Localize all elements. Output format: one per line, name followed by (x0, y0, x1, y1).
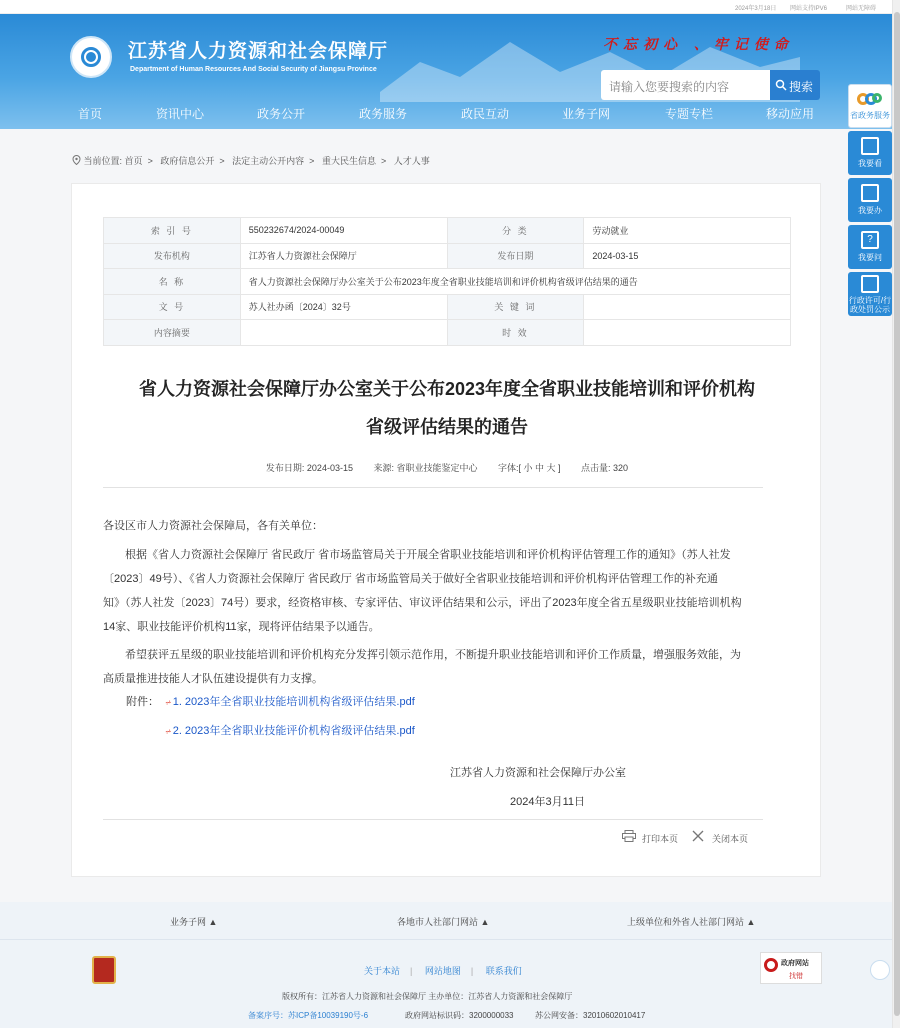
attachment-label: 附件： (126, 696, 159, 708)
article-body (103, 514, 763, 691)
monitor-icon (861, 184, 879, 202)
scrollbar-thumb[interactable] (894, 12, 900, 1016)
search-input[interactable]: 请输入您要搜索的内容 (601, 70, 771, 100)
close-label: 关闭本页 (712, 834, 749, 844)
signature-date: 2024年3月11日 (510, 796, 586, 808)
float-label: 我要问 (858, 253, 882, 262)
paragraph-line: 希望获评五星级的职业技能培训和评价机构充分发挥引领示范作用，不断提升职业技能培训和评价工作质量，增强服务效能，为 (125, 649, 741, 661)
paragraph-line: 〔2023〕49号）、《省人力资源社会保障厅 省民政厅 省市场监管局关于做好全省职业技能培训和评价机构评估管理工作的补充通 (103, 573, 718, 585)
publish-date: 发布日期: 2024-03-15 (265, 463, 353, 473)
float-permits[interactable] (848, 272, 892, 316)
search-button-label: 搜索 (789, 80, 814, 94)
float-handle[interactable] (848, 178, 892, 222)
breadcrumb-item[interactable]: 法定主动公开内容 (232, 156, 305, 166)
footer-links-bar (0, 902, 892, 940)
magnifier-icon (764, 958, 778, 972)
top-date: 2024年3月18日 (735, 6, 777, 12)
nav-home[interactable]: 首页 (77, 107, 102, 121)
pdf-icon: ⩫ (165, 727, 172, 736)
meta-label: 分 类 (447, 218, 584, 244)
close-icon (692, 830, 704, 842)
meta-label: 索 引 号 (104, 218, 241, 244)
site-footer (0, 902, 892, 1028)
copyright: 版权所有：江苏省人力资源和社会保障厅 主办单位：江苏省人力资源和社会保障厅 (282, 992, 573, 1001)
slogan: 不忘初心 、牢记使命 (603, 37, 794, 53)
top-strip (0, 0, 892, 14)
accessibility-link[interactable]: 网站无障碍 (846, 6, 877, 12)
meta-label: 发布日期 (447, 243, 584, 269)
meta-label: 时 效 (447, 320, 584, 346)
badge-text: 政府网站 (781, 960, 809, 967)
meta-value (584, 320, 791, 346)
footer-dropdown-cities[interactable]: 各地市人社部门网站 ▲ (397, 917, 490, 927)
nav-mobile[interactable]: 移动应用 (765, 107, 814, 121)
paragraph-line: 14家、职业技能评价机构11家，现将评估结果予以通告。 (103, 621, 380, 633)
paragraph-line: 知》（苏人社发〔2023〕74号）要求，经资格审核、专家评估、审议评估结果和公示，评出了2023年度全省五星级职业技能培训机构 (103, 597, 742, 609)
nav-gov-service[interactable]: 政务服务 (358, 107, 407, 121)
meta-value: 550232674/2024-00049 (240, 218, 447, 244)
meta-value (240, 320, 447, 346)
service-logo-icon (857, 90, 883, 108)
accessibility-icon[interactable] (870, 960, 890, 980)
ipv6-link[interactable]: 网站支持IPV6 (790, 6, 828, 12)
meta-label: 发布机构 (104, 243, 241, 269)
question-icon: ? (861, 231, 879, 249)
font-size-control[interactable]: 字体:[ 小 中 大 ] (498, 463, 561, 473)
breadcrumb-item[interactable]: 人才人事 (393, 156, 430, 166)
divider (103, 487, 763, 488)
attachment-link[interactable] (165, 693, 415, 709)
float-label: 省政务服务 (850, 111, 890, 120)
close-button[interactable] (712, 832, 748, 845)
print-button[interactable] (642, 832, 678, 845)
hit-count: 点击量: 320 (581, 463, 629, 473)
float-provincial-service[interactable] (848, 84, 892, 128)
title-line: 省人力资源社会保障厅办公室关于公布2023年度全省职业技能培训和评价机构 (138, 379, 756, 399)
float-label: 我要办 (858, 206, 882, 215)
about-link[interactable]: 关于本站 (364, 966, 401, 976)
site-subtitle: Department of Human Resources And Social Security of Jiangsu Province (130, 66, 377, 73)
breadcrumb: 当前位置: 首页 > 政府信息公开 > 法定主动公开内容 > 重大民生信息 > 人才人事 (72, 154, 430, 167)
float-view[interactable] (848, 131, 892, 175)
site-logo[interactable] (70, 36, 112, 78)
footer-dropdown-subnets[interactable]: 业务子网 ▲ (170, 917, 218, 927)
print-label: 打印本页 (642, 834, 679, 844)
float-label: 我要看 (858, 159, 882, 168)
nav-subnets[interactable]: 业务子网 (561, 107, 610, 121)
list-icon (861, 275, 879, 293)
document-icon (861, 137, 879, 155)
metadata-table (103, 217, 791, 346)
breadcrumb-item[interactable]: 重大民生信息 (321, 156, 376, 166)
footer-nav: 关于本站 | 网站地图 | 联系我们 (364, 966, 522, 976)
location-icon (72, 155, 81, 165)
footer-dropdown-superior[interactable]: 上级单位和外省人社部门网站 ▲ (627, 917, 756, 927)
main-nav (0, 102, 892, 129)
search-button[interactable] (770, 70, 820, 100)
nav-interaction[interactable]: 政民互动 (460, 107, 509, 121)
meta-label: 文 号 (104, 294, 241, 320)
attachment-title: 1. 2023年全省职业技能培训机构省级评估结果.pdf (172, 696, 415, 708)
nav-topics[interactable]: 专题专栏 (664, 107, 713, 121)
article-info (103, 461, 791, 474)
police-record[interactable]: 苏公网安备：32010602010417 (535, 1011, 646, 1020)
breadcrumb-item[interactable]: 首页 (124, 156, 143, 166)
meta-label: 关 键 词 (447, 294, 584, 320)
nav-gov-open[interactable]: 政务公开 (250, 105, 312, 129)
contact-link[interactable]: 联系我们 (485, 966, 522, 976)
search-icon (775, 79, 787, 91)
attachment-title: 2. 2023年全省职业技能评价机构省级评估结果.pdf (172, 725, 415, 737)
sitemap-link[interactable]: 网站地图 (424, 966, 461, 976)
float-ask[interactable] (848, 225, 892, 269)
meta-value: 苏人社办函〔2024〕32号 (240, 294, 447, 320)
meta-value: 2024-03-15 (584, 243, 791, 269)
breadcrumb-prefix: 当前位置: (83, 156, 123, 166)
float-label: 行政许可/行 (848, 296, 892, 305)
site-header (0, 14, 892, 129)
attachment-link[interactable] (165, 722, 415, 738)
source: 来源: 省职业技能鉴定中心 (373, 463, 478, 473)
meta-value: 江苏省人力资源社会保障厅 (240, 243, 447, 269)
party-emblem-icon[interactable] (92, 956, 116, 984)
scrollbar[interactable] (892, 0, 900, 1028)
meta-label: 内容摘要 (104, 320, 241, 346)
pdf-icon: ⩫ (165, 698, 172, 707)
site-id: 政府网站标识码：3200000033 (405, 1011, 514, 1020)
badge-text: 找错 (789, 973, 803, 980)
nav-news[interactable]: 资讯中心 (155, 107, 204, 121)
paragraph-line: 根据《省人力资源社会保障厅 省民政厅 省市场监管局关于开展全省职业技能培训和评价机构评估管理工作的通知》（苏人社发 (125, 549, 731, 561)
divider (103, 819, 763, 820)
float-label-2: 政处罚公示 (850, 305, 890, 314)
meta-value (584, 294, 791, 320)
gov-error-report-badge[interactable] (760, 952, 822, 984)
meta-label: 名 称 (104, 269, 241, 295)
icp-link[interactable]: 备案序号：苏ICP备10039190号-6 (248, 1011, 369, 1020)
printer-icon (622, 830, 636, 842)
salutation: 各设区市人力资源社会保障局，各有关单位： (103, 520, 323, 532)
title-line: 省级评估结果的通告 (366, 417, 528, 437)
article-container (71, 183, 821, 877)
site-title: 江苏省人力资源和社会保障厅 (128, 41, 389, 62)
meta-value: 省人力资源社会保障厅办公室关于公布2023年度全省职业技能培训和评价机构省级评估结果的通告 (240, 269, 790, 295)
paragraph-line: 高质量推进技能人才队伍建设提供有力支撑。 (103, 673, 323, 685)
signature-org: 江苏省人力资源和社会保障厅办公室 (450, 767, 626, 779)
article-title (103, 370, 791, 446)
breadcrumb-item[interactable]: 政府信息公开 (160, 156, 215, 166)
meta-value: 劳动就业 (584, 218, 791, 244)
